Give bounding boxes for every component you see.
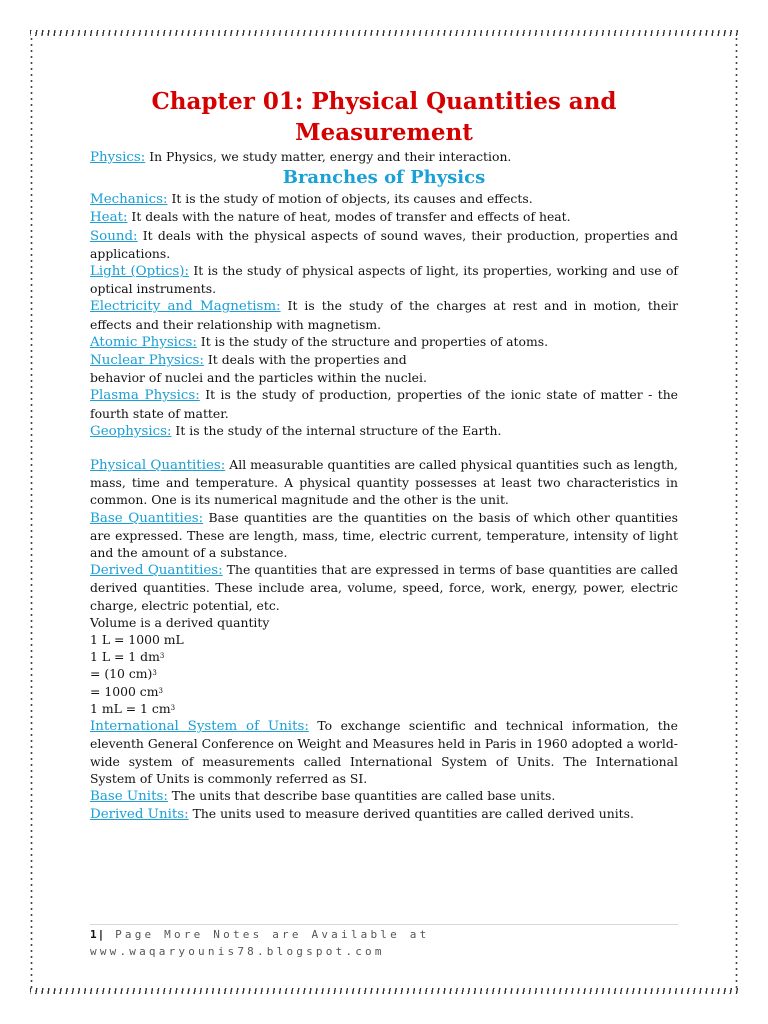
branch-text: It is the study of the structure and properties of atoms. <box>196 333 549 349</box>
branch-optics <box>90 262 678 297</box>
branch-label: Plasma Physics: <box>90 388 200 404</box>
footer-website: www.waqaryounis78.blogspot.com <box>90 945 385 958</box>
branch-label: Geophysics: <box>90 423 172 439</box>
page-footer <box>90 926 678 960</box>
superscript: 3 <box>159 652 165 661</box>
definition-label: International System of Units: <box>90 719 309 735</box>
volume-line: 1 L = 1000 mL <box>90 632 184 648</box>
volume-line: Volume is a derived quantity <box>90 614 270 630</box>
branch-heat <box>90 208 678 226</box>
branch-text: It deals with the properties and behavior of nuclei and the particles within the nuclei. <box>90 352 427 386</box>
definition-text: All measurable quantities are called physical quantities such as length, mass, time and temperature. A physical quantity possesses at least two characteristics in common. One is its numerical magnitude and the other is the unit. <box>90 457 678 508</box>
footer-line-1 <box>90 926 678 943</box>
chapter-title: Chapter 01: Physical Quantities and Measurement <box>151 88 617 146</box>
def-base-quantities <box>90 509 678 562</box>
definition-label: Base Units: <box>90 788 168 804</box>
branch-text: It is the study of the charges at rest and in motion, their effects and their relationship with magnetism. <box>90 298 678 332</box>
branch-text: It is the study of production, properties of the ionic state of matter - the fourth state of matter. <box>90 387 679 421</box>
def-base-units <box>90 787 678 805</box>
superscript: 3 <box>158 686 163 695</box>
physics-label-colon: : <box>140 150 146 165</box>
footer-divider <box>90 924 678 925</box>
physics-intro <box>90 148 678 166</box>
superscript: 3 <box>170 703 176 712</box>
def-si-units <box>90 717 678 787</box>
footer-note: Page More Notes are Available at <box>105 928 430 941</box>
units-list <box>90 717 678 823</box>
volume-line: = 1000 $cm^3$ <box>90 683 163 699</box>
branch-atomic <box>90 333 678 351</box>
branch-sound <box>90 227 678 262</box>
branches-heading: Branches of Physics <box>282 167 486 189</box>
page-content <box>90 86 678 823</box>
branch-geophysics <box>90 422 678 440</box>
definition-text: The units used to measure derived quantities are called derived units. <box>188 806 634 822</box>
branch-label: Sound: <box>90 228 138 244</box>
volume-line: 1 mL = 1 $cm^3$ <box>90 700 176 716</box>
def-derived-units <box>90 805 678 823</box>
definition-text: To exchange scientific and technical information, the eleventh General Conference on Weight and Measures held in Paris in 1960 adopted a world-wide system of measurements called International System of Units. The International System of Units is commonly referred as SI. <box>90 718 678 786</box>
definition-text: Base quantities are the quantities on the basis of which other quantities are expressed. These are length, mass, time, electric current, temperature, intensity of light and the amount of a substance. <box>90 509 678 561</box>
branch-label: Heat: <box>90 210 128 226</box>
physics-label: Physics <box>90 150 141 165</box>
branch-text: It is the study of motion of objects, its causes and effects. <box>167 191 533 207</box>
dotted-border-bottom <box>30 988 738 994</box>
branch-label: Atomic Physics: <box>90 334 197 350</box>
page-number: 1 <box>90 928 98 941</box>
branch-mechanics <box>90 190 678 208</box>
branch-electricity-magnetism <box>90 297 678 332</box>
branch-label: Nuclear Physics: <box>90 353 204 369</box>
branch-text: It deals with the nature of heat, modes of transfer and effects of heat. <box>127 209 571 225</box>
branch-label: Electricity and Magnetism: <box>90 299 281 315</box>
dotted-border-right <box>735 36 738 988</box>
branch-plasma <box>90 386 678 421</box>
dotted-border-top <box>30 30 738 36</box>
definition-label: Physical Quantities: <box>90 458 226 474</box>
dotted-border-left <box>30 36 33 988</box>
definition-text: The quantities that are expressed in terms of base quantities are called derived quantities. These include area, volume, speed, force, work, energy, power, electric charge, electric potential, etc. <box>90 562 678 613</box>
definition-label: Base Quantities: <box>90 510 204 526</box>
definitions-list <box>90 456 678 614</box>
superscript: 3 <box>152 669 157 678</box>
branch-label: Mechanics: <box>90 192 168 208</box>
definition-label: Derived Quantities: <box>90 563 223 579</box>
section-gap <box>90 440 678 456</box>
volume-lines <box>90 614 678 717</box>
page-separator: | <box>97 928 106 941</box>
branch-text: It deals with the physical aspects of sound waves, their production, properties and applications. <box>90 227 678 261</box>
branch-label: Light (Optics): <box>90 264 190 280</box>
definition-text: The units that describe base quantities are called base units. <box>167 787 556 803</box>
branch-text: It is the study of physical aspects of light, its properties, working and use of optical instruments. <box>90 263 678 297</box>
def-physical-quantities <box>90 456 678 509</box>
volume-line: = (10 cm)$^3$ <box>90 666 157 682</box>
branch-text: It is the study of the internal structure of the Earth. <box>171 422 502 438</box>
physics-text: In Physics, we study matter, energy and their interaction. <box>145 149 512 164</box>
branch-nuclear <box>90 351 430 386</box>
definition-label: Derived Units: <box>90 807 189 823</box>
def-derived-quantities <box>90 561 678 614</box>
volume-line: 1 L = 1 $dm^3$ <box>90 649 165 665</box>
branches-list <box>90 190 678 440</box>
